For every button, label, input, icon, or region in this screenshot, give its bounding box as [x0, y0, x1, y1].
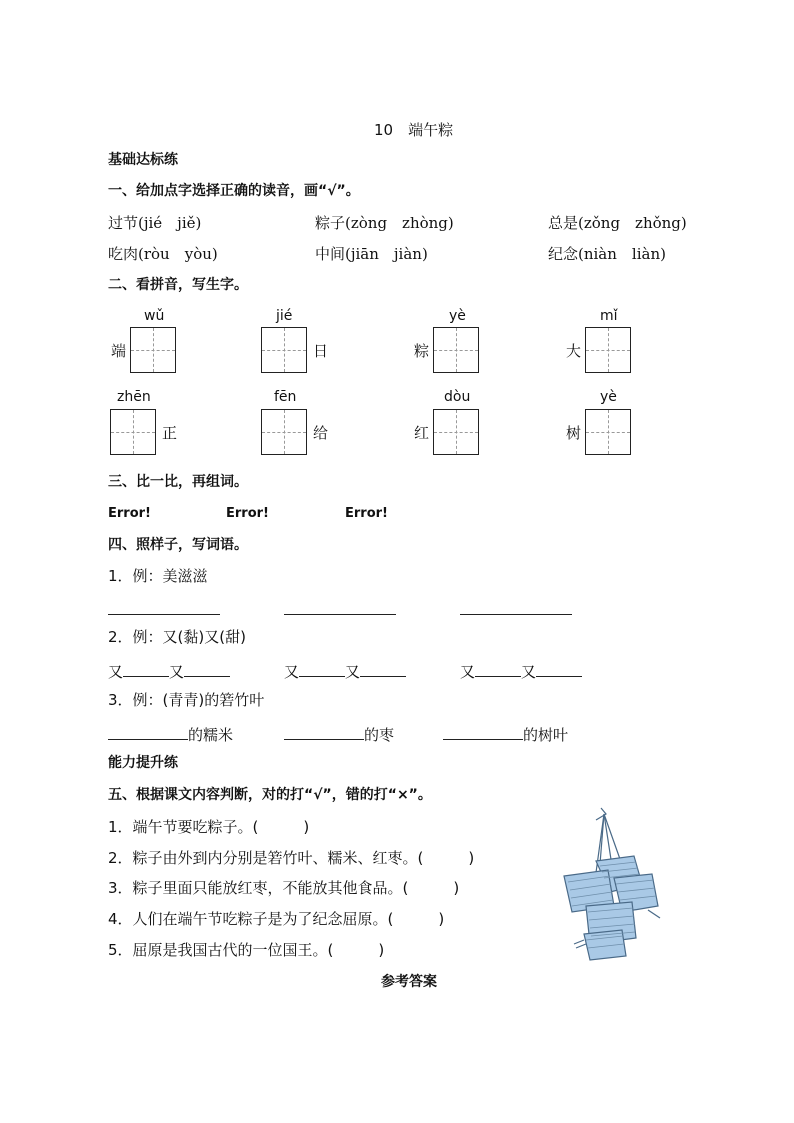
de-group: [284, 725, 394, 743]
writing-box[interactable]: [433, 327, 479, 373]
section-ability-heading: 能力提升练: [108, 755, 178, 771]
writing-box[interactable]: [130, 327, 176, 373]
pinyin-label: dòu: [444, 389, 471, 405]
pinyin-label: yè: [600, 389, 617, 405]
section-basic-heading: 基础达标练: [108, 152, 178, 168]
given-char: 日: [313, 342, 329, 360]
pinyin-label: zhēn: [117, 389, 151, 405]
answer-blank[interactable]: [536, 662, 582, 677]
you-char: 又: [284, 663, 300, 681]
pinyin-label: wǔ: [144, 308, 165, 324]
zongzi-icon: [564, 856, 658, 960]
q2-heading: 二、看拼音，写生字。: [108, 277, 248, 293]
you-char: 又: [521, 663, 537, 681]
pinyin-label: fēn: [274, 389, 297, 405]
writing-box[interactable]: [585, 409, 631, 455]
given-char: 红: [414, 424, 430, 442]
q5-item: 3．粽子里面只能放红枣，不能放其他食品。( ): [108, 879, 460, 897]
de-phrase: 的树叶: [523, 726, 569, 744]
pinyin-label: jié: [276, 308, 293, 324]
given-char: 粽: [414, 342, 430, 360]
q5-item: 4．人们在端午节吃粽子是为了纪念屈原。( ): [108, 910, 445, 928]
you-group: [108, 662, 230, 680]
de-phrase: 的糯米: [188, 726, 234, 744]
q1-heading: 一、给加点字选择正确的读音，画“√”。: [108, 183, 360, 199]
given-char: 正: [162, 424, 178, 442]
answer-blank[interactable]: [299, 662, 345, 677]
zongzi-illustration: [556, 806, 668, 966]
error-text: Error!: [345, 506, 388, 521]
you-group: [460, 662, 582, 680]
q5-item: 1．端午节要吃粽子。( ): [108, 818, 310, 836]
q5-heading: 五、根据课文内容判断，对的打“√”，错的打“×”。: [108, 787, 432, 803]
you-char: 又: [460, 663, 476, 681]
de-phrase: 的枣: [364, 726, 395, 744]
q1-item: 中间(jiān jiàn): [315, 245, 428, 263]
de-group: [108, 725, 233, 743]
given-char: 给: [313, 424, 329, 442]
page-title: 10 端午粽: [374, 121, 454, 139]
answer-blank[interactable]: [284, 725, 364, 740]
you-group: [284, 662, 406, 680]
answer-blank[interactable]: [475, 662, 521, 677]
given-char: 端: [111, 342, 127, 360]
you-char: 又: [108, 663, 124, 681]
de-group: [443, 725, 568, 743]
q4-example-3: 3．例：(青青)的箬竹叶: [108, 691, 265, 709]
q1-item: 吃肉(ròu yòu): [108, 245, 218, 263]
answer-blank[interactable]: [443, 725, 523, 740]
q1-item: 过节(jié jiě): [108, 214, 202, 232]
answer-line[interactable]: [108, 614, 220, 615]
writing-box[interactable]: [433, 409, 479, 455]
answers-heading: 参考答案: [381, 974, 437, 990]
answer-blank[interactable]: [123, 662, 169, 677]
you-char: 又: [169, 663, 185, 681]
q1-item: 纪念(niàn liàn): [548, 245, 666, 263]
q4-heading: 四、照样子，写词语。: [108, 537, 248, 553]
answer-line[interactable]: [460, 614, 572, 615]
answer-blank[interactable]: [360, 662, 406, 677]
writing-box[interactable]: [261, 327, 307, 373]
q5-item: 5．屈原是我国古代的一位国王。( ): [108, 941, 385, 959]
q3-heading: 三、比一比，再组词。: [108, 474, 248, 490]
answer-blank[interactable]: [184, 662, 230, 677]
q1-item: 总是(zǒng zhǒng): [548, 214, 687, 232]
writing-box[interactable]: [110, 409, 156, 455]
writing-box[interactable]: [585, 327, 631, 373]
error-text: Error!: [108, 506, 151, 521]
q4-example-1: 1．例：美滋滋: [108, 567, 208, 585]
answer-line[interactable]: [284, 614, 396, 615]
given-char: 树: [566, 424, 582, 442]
error-text: Error!: [226, 506, 269, 521]
q1-item: 粽子(zòng zhòng): [315, 214, 454, 232]
pinyin-label: yè: [449, 308, 466, 324]
writing-box[interactable]: [261, 409, 307, 455]
q4-example-2: 2．例：又(黏)又(甜): [108, 628, 246, 646]
answer-blank[interactable]: [108, 725, 188, 740]
given-char: 大: [566, 342, 582, 360]
q5-item: 2．粽子由外到内分别是箬竹叶、糯米、红枣。( ): [108, 849, 475, 867]
you-char: 又: [345, 663, 361, 681]
pinyin-label: mǐ: [600, 308, 618, 324]
